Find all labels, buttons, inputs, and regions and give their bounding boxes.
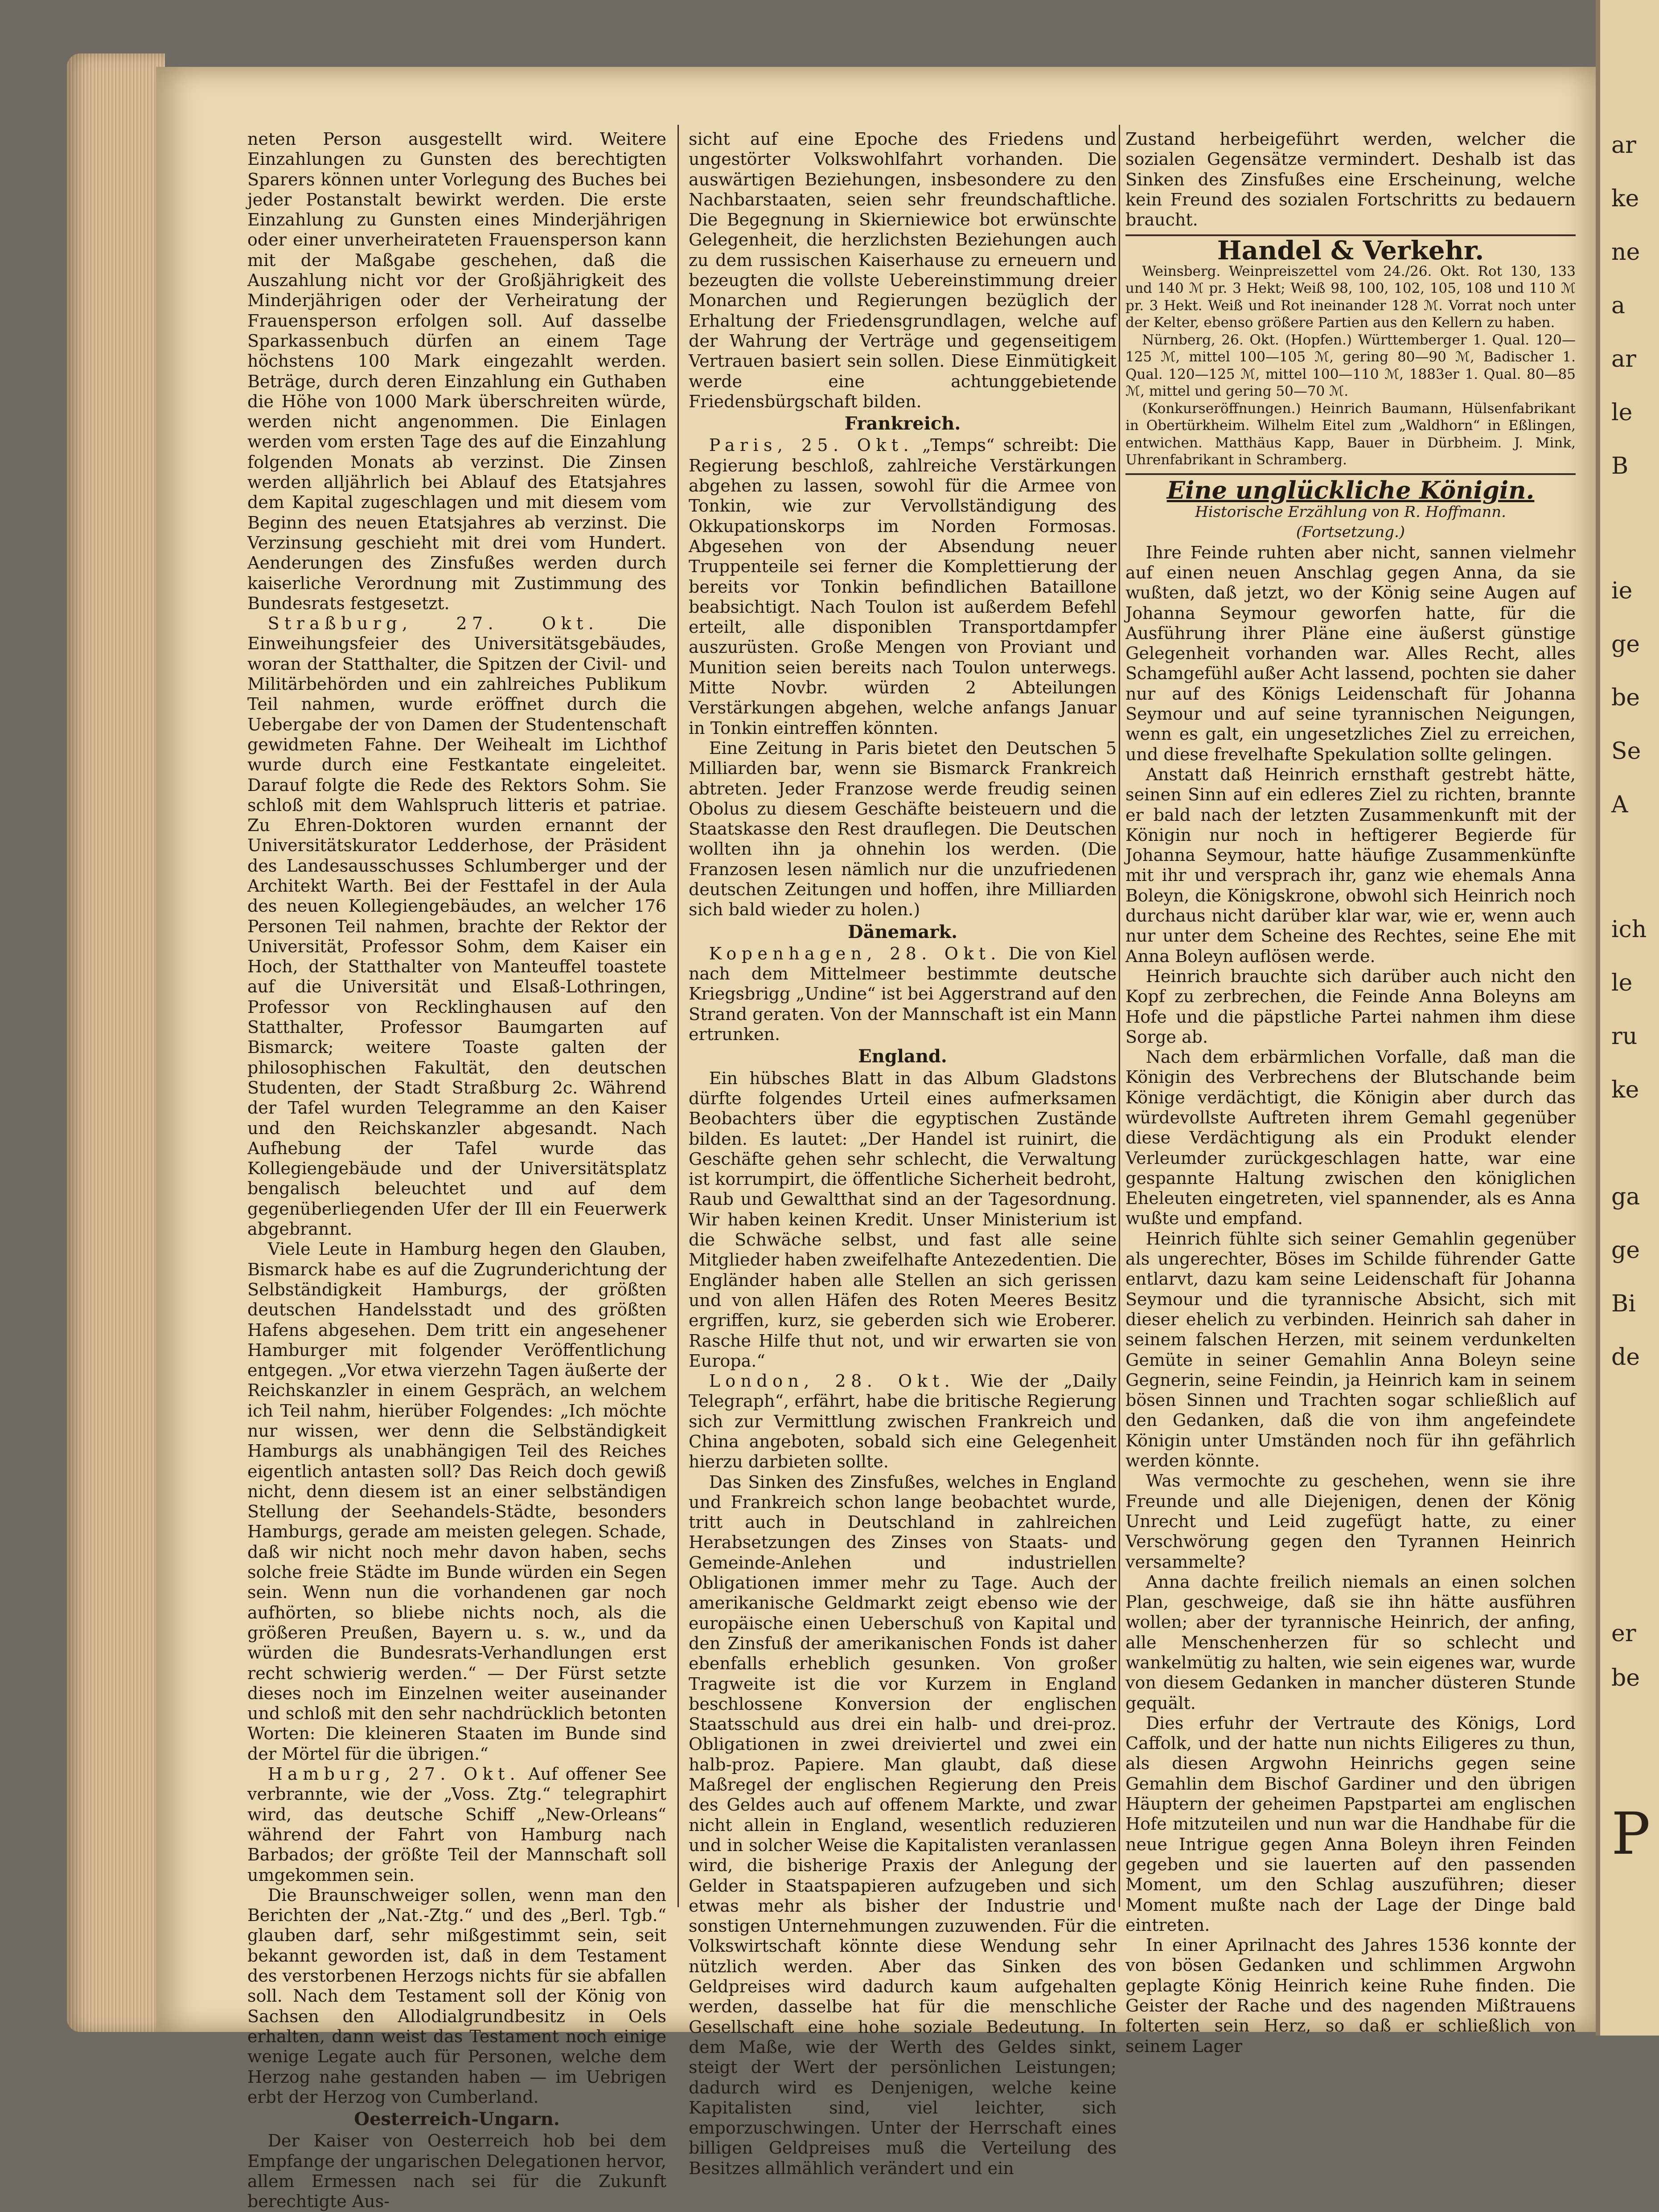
paragraph: Viele Leute in Hamburg hegen den Glauben, Bismarck habe es auf die Zugrunderichtung der Selbständigkeit Hamburgs, der größten deutschen Handelsstadt und des größten Hafens abgesehen. Dem tritt ein angesehener Hamburger mit folgender Veröffentlichung entgegen. „Vor etwa vierzehn Tagen äußerte der Reichskanzler in einem Gespräch, an welchem ich Teil nahm, hierüber Folgendes: „Ich möchte nur wissen, wer denn die Selbständigkeit Hamburgs als unabhängigen Teil des Reiches eigentlich antasten soll? Das Reich doch gewiß nicht, denn diesem ist an einer selbständigen Stellung der Seehandels-Städte, besonders Hamburgs, gerade am meisten gelegen. Schade, daß wir nicht noch mehr davon haben, sechs solche freie Städte im Bunde würden ein Segen sein. Wenn nun die vorhandenen gar noch aufhörten, so bliebe nichts noch, als die größeren Preußen, Bayern u. s. w., und da würden die Bundesrats-Verhandlungen erst recht schwierig werden.“ — Der Fürst setzte dieses noch im Einzelnen weiter auseinander und schloß mit den sehr nachdrücklich betonten Worten: Die kleineren Staaten im Bunde sind der Mörtel für die übrigen.“ xyxy=(247,1239,666,1764)
paragraph: Hamburg, 27. Okt. Auf offener See verbrannte, wie der „Voss. Ztg.“ telegraphirt wird, das deutsche Schiff „New-Orleans“ während der Fahrt von Hamburg nach Barbados; der größte Teil der Mannschaft soll umgekommen sein. xyxy=(247,1764,666,1885)
edge-fragment: ich xyxy=(1611,916,1647,943)
story-title: Eine unglückliche Königin. xyxy=(1166,475,1535,504)
dateline: Kopenhagen, 28. Okt. xyxy=(709,943,1001,963)
market-report: Weinsberg. Weinpreiszettel vom 24./26. Okt. Rot 130, 133 und 140 ℳ pr. 3 Hekt; Weiß 98, 100, 102, 105, 108 und 110 ℳ pr. 3 Hekt. Weiß und Rot ineinander 128 ℳ. Vorrat noch unter der Kelter, ebenso größere Partien aus den Kellern zu haben. xyxy=(1125,263,1576,331)
edge-fragment: er xyxy=(1611,1620,1636,1647)
section-heading-france: Frankreich. xyxy=(844,413,961,434)
edge-fragment: le xyxy=(1611,970,1633,996)
edge-fragment: P xyxy=(1611,1800,1651,1868)
dateline: London, 28. Okt. xyxy=(709,1371,955,1391)
edge-fragment: be xyxy=(1611,684,1640,711)
edge-fragment: ga xyxy=(1611,1184,1640,1210)
paragraph: Dies erfuhr der Vertraute des Königs, Lord Caffolk, und der hatte nun nichts Eiligeres zu thun, als diesen Argwohn Heinrichs gegen seine Gemahlin dem Bischof Gardiner und den übrigen Häuptern der geheimen Papstpartei am englischen Hofe mitzuteilen und nun war die Handhabe für die neue Intrigue gegen Anna Boleyn ihren Feinden gegeben und sie lauerten auf den passenden Moment, um den Schlag auszuführen; dieser Moment mußte nach der Lage der Dinge bald eintreten. xyxy=(1125,1713,1576,1935)
paragraph: Die Braunschweiger sollen, wenn man den Berichten der „Nat.-Ztg.“ und des „Berl. Tgb.“ glauben darf, sehr mißgestimmt sein, seit bekannt geworden ist, daß in dem Testament des verstorbenen Herzogs nichts für sie abfallen soll. Nach dem Testament soll der König von Sachsen den Allodialgrundbesitz in Oels erhalten, dann weist das Testament noch einige wenige Legate auch für Personen, welche dem Herzog nahe gestanden haben — im Uebrigen erbt der Herzog von Cumberland. xyxy=(247,1885,666,2107)
edge-fragment: B xyxy=(1611,453,1629,479)
section-heading-england: England. xyxy=(858,1046,947,1067)
column-3 xyxy=(1125,129,1576,2056)
dateline: Paris, 25. Okt. xyxy=(709,435,914,455)
section-heading-denmark: Dänemark. xyxy=(847,921,958,942)
edge-fragment: ne xyxy=(1611,239,1640,266)
paragraph: Anna dachte freilich niemals an einen solchen Plan, geschweige, daß sie ihn hätte ausführen wollen; aber der tyrannische Heinrich, der anfing, alle Menschenherzen für so schlecht und wankelmütig zu halten, wie sein eigenes war, wurde von diesem Gedanken in mancher düsteren Stunde gequält. xyxy=(1125,1572,1576,1713)
dateline: Straßburg, 27. Okt. xyxy=(267,614,599,634)
paragraph: Paris, 25. Okt. „Temps“ schreibt: Die Regierung beschloß, zahlreiche Verstärkungen abgehen zu lassen, sowohl für die Armee von Tonkin, wie zur Vervollständigung des Okkupationskorps im Norden Formosas. Abgesehen von der Absendung neuer Truppenteile sei ferner die Komplettierung der bereits vor Tonkin befindlichen Bataillone beabsichtigt. Nach Toulon ist außerdem Befehl erteilt, alle disponiblen Transportdampfer auszurüsten. Große Mengen von Proviant und Munition seien bereits nach Toulon unterwegs. Mitte Novbr. würden 2 Abteilungen Verstärkungen abgehen, welche anfangs Januar in Tonkin eintreffen könnten. xyxy=(689,435,1117,738)
edge-fragment: ru xyxy=(1611,1023,1638,1050)
edge-fragment: ke xyxy=(1611,1077,1639,1103)
column-rule xyxy=(1119,125,1120,1907)
paragraph: Ihre Feinde ruhten aber nicht, sannen vielmehr auf einen neuen Anschlag gegen Anna, da sie wußten, daß jetzt, wo der König seine Augen auf Johanna Seymour geworfen hatte, für die Ausführung ihrer Pläne eine äußerst günstige Gelegenheit vorhanden war. Alles Recht, alles Schamgefühl außer Acht lassend, pochten sie daher nur auf des Königs Leidenschaft für Johanna Seymour und auf seine tyrannischen Neigungen, wenn es galt, ein ungesetzliches Ziel zu erreichen, und diese frevelhafte Spekulation sollte gelingen. xyxy=(1125,542,1576,764)
edge-fragment: ie xyxy=(1611,578,1633,604)
paragraph: Straßburg, 27. Okt. Die Einweihungsfeier des Universitätsgebäudes, woran der Statthalter, die Spitzen der Civil- und Militärbehörden und ein zahlreiches Publikum Teil nahmen, wurde eröffnet durch die Uebergabe der von Damen der Studentenschaft gewidmeten Fahne. Der Weihealt im Lichthof wurde durch eine Festkantate eingeleitet. Darauf folgte die Rede des Rektors Sohm. Sie schloß mit dem Wahlspruch litteris et patriae. Zu Ehren-Doktoren wurden ernannt der Universitätskurator Ledderhose, der Präsident des Landesausschusses Schlumberger und der Architekt Warth. Bei der Festtafel in der Aula des neuen Kollegiengebäudes, an welcher 176 Personen Teil nahmen, brachte der Rektor der Universität, Professor Sohm, dem Kaiser ein Hoch, der Statthalter von Manteuffel toastete auf die Universität und Elsaß-Lothringen, Professor von Recklinghausen auf den Statthalter, Professor Baumgarten auf Bismarck; weitere Toaste galten der philosophischen Fakultät, den deutschen Studenten, der Stadt Straßburg 2c. Während der Tafel wurden Telegramme an den Kaiser und den Reichskanzler abgesandt. Nach Aufhebung der Tafel wurde das Kollegiengebäude und der Universitätsplatz bengalisch beleuchtet und auf dem gegenüberliegenden Ufer der Ill ein Feuerwerk abgebrannt. xyxy=(247,614,666,1239)
divider xyxy=(1125,473,1576,475)
edge-fragment: ge xyxy=(1611,1237,1640,1264)
edge-fragment: le xyxy=(1611,399,1633,426)
edge-fragment: Bi xyxy=(1611,1290,1636,1317)
book-page-edges xyxy=(67,53,165,2032)
market-report: Nürnberg, 26. Okt. (Hopfen.) Württemberger 1. Qual. 120—125 ℳ, mittel 100—105 ℳ, gering 80—90 ℳ, Badischer 1. Qual. 120—125 ℳ, mittel 100—110 ℳ, 1883er 1. Qual. 80—85 ℳ, mittel und gering 50—70 ℳ. xyxy=(1125,332,1576,400)
paragraph: Zustand herbeigeführt werden, welcher die sozialen Gegensätze vermindert. Deshalb ist das Sinken des Zinsfußes eine Erscheinung, welche kein Freund des sozialen Fortschritts zu bedauern braucht. xyxy=(1125,129,1576,230)
edge-fragment: ge xyxy=(1611,631,1640,658)
edge-fragment: ke xyxy=(1611,185,1639,212)
paragraph: Ein hübsches Blatt in das Album Gladstons dürfte folgendes Urteil eines aufmerksamen Beobachters über die egyptischen Zustände bilden. Es lautet: „Der Handel ist ruinirt, die Geschäfte gehen sehr schlecht, die Verwaltung ist korrumpirt, die öffentliche Sicherheit bedroht, Raub und Gewaltthat sind an der Tagesordnung. Wir haben keinen Kredit. Unser Ministerium ist die Schwäche selbst, und fast alle seine Mitglieder haben zweifelhafte Antezedentien. Die Engländer haben alle Stellen an sich gerissen und von allen Häfen des Roten Meeres Besitz ergriffen, kurz, sie geberden sich wie Eroberer. Rasche Hilfe thut not, und wir erwarten sie von Europa.“ xyxy=(689,1068,1117,1371)
edge-fragment: ar xyxy=(1611,132,1636,159)
paragraph: Eine Zeitung in Paris bietet den Deutschen 5 Milliarden bar, wenn sie Bismarck Frankreich abtreten. Jeder Franzose werde freudig seinen Obolus zu diesem Geschäfte beisteuern und die Staatskasse den Rest drauflegen. Die Deutschen wollten ihn ja ohnehin los werden. (Die Franzosen lesen nämlich nur die unzufriedenen deutschen Zeitungen und hoffen, ihre Milliarden sich bald wieder zu holen.) xyxy=(689,738,1117,920)
story-continuation: (Fortsetzung.) xyxy=(1296,523,1405,541)
edge-fragment: Se xyxy=(1611,738,1641,765)
edge-fragment: de xyxy=(1611,1344,1640,1371)
edge-fragment: be xyxy=(1611,1665,1640,1692)
paragraph: Was vermochte zu geschehen, wenn sie ihre Freunde und alle Diejenigen, denen der König Unrecht und Leid zugefügt hatte, zu einer Verschwörung gegen den Tyrannen Heinrich versammelte? xyxy=(1125,1471,1576,1572)
market-report: (Konkurseröffnungen.) Heinrich Baumann, Hülsenfabrikant in Obertürkheim. Wilhelm Eitel zum „Waldhorn“ in Eßlingen, entwichen. Matthäus Kapp, Bauer in Dürbheim. J. Mink, Uhrenfabrikant in Schramberg. xyxy=(1125,400,1576,468)
column-2 xyxy=(689,129,1117,2178)
edge-fragment: a xyxy=(1611,292,1626,319)
edge-fragment: A xyxy=(1611,791,1628,818)
paragraph: Nach dem erbärmlichen Vorfalle, daß man die Königin des Verbrechens der Blutschande beim Könige verdächtigt, die Königin aber durch das würdevollste Auftreten ihrem Gemahl gegenüber diese Verdächtigung als ein Produkt elender Verleumder zurückgeschlagen hatte, war eine gespannte Haltung zwischen den königlichen Eheleuten eingetreten, viel spannender, als es Anna wußte und empfand. xyxy=(1125,1047,1576,1229)
adjacent-page-edge xyxy=(1596,0,1659,2036)
paragraph: Der Kaiser von Oesterreich hob bei dem Empfange der ungarischen Delegationen hervor, allem Ermessen nach sei für die Zukunft berechtigte Aus- xyxy=(247,2131,666,2212)
dateline: Hamburg, 27. Okt. xyxy=(267,1764,521,1784)
paragraph: In einer Aprilnacht des Jahres 1536 konnte der von bösen Gedanken und schlimmen Argwohn geplagte König Heinrich keine Ruhe finden. Die Geister der Rache und des nagenden Mißtrauens folterten sein Herz, so daß er schließlich von seinem Lager xyxy=(1125,1935,1576,2056)
column-1 xyxy=(247,129,666,2212)
paragraph: Das Sinken des Zinsfußes, welches in England und Frankreich schon lange beobachtet wurde, tritt auch in Deutschland in zahlreichen Herabsetzungen des Zinses von Staats- und Gemeinde-Anlehen und industriellen Obligationen immer mehr zu Tage. Auch der amerikanische Geldmarkt zeigt ebenso wie der europäische einen Ueberschuß von Kapital und den Zinsfuß der amerikanischen Fonds ist daher ebenfalls erheblich gesunken. Von großer Tragweite ist die vor Kurzem in England beschlossene Konversion der englischen Staatsschuld aus drei ein halb- und drei-proz. Obligationen in zwei dreiviertel und zwei ein halb-proz. Papiere. Man glaubt, daß diese Maßregel der englischen Regierung den Preis des Geldes auch auf offenem Markte, und zwar nicht allein in England, wesentlich reduzieren und in solcher Weise die Kapitalisten veranlassen wird, die bisherige Praxis der Anlegung der Gelder in Staatspapieren aufzugeben und sich etwas mehr als bisher der Industrie und sonstigen Unternehmungen zuzuwenden. Für die Volkswirtschaft könnte diese Wendung sehr nützlich werden. Aber das Sinken des Geldpreises wird dadurch kaum aufgehalten werden, dasselbe hat für die menschliche Gesellschaft eine hohe soziale Bedeutung. In dem Maße, wie der Werth des Geldes sinkt, steigt der Wert der persönlichen Leistungen; dadurch wird es Denjenigen, welche keine Kapitalisten sind, viel leichter, sich emporzuschwingen. Unter der Herrschaft eines billigen Geldpreises muß die Verteilung des Besitzes allmählich verändert und ein xyxy=(689,1472,1117,2178)
paragraph: neten Person ausgestellt wird. Weitere Einzahlungen zu Gunsten des berechtigten Sparers können unter Vorlegung des Buches bei jeder Postanstalt bewirkt werden. Die erste Einzahlung zu Gunsten eines Minderjährigen oder einer unverheirateten Frauensperson kann mit der Maßgabe geschehen, daß die Auszahlung nicht vor der Großjährigkeit des Minderjährigen oder der Verheiratung der Frauensperson erfolgen soll. Auf dasselbe Sparkassenbuch dürfen an einem Tage höchstens 100 Mark eingezahlt werden. Beträge, durch deren Einzahlung ein Guthaben die Höhe von 1000 Mark überschreiten würde, werden nicht angenommen. Die Einlagen werden vom ersten Tage des auf die Einzahlung folgenden Monats ab verzinst. Die Zinsen werden alljährlich bei Ablauf des Etatsjahres dem Kapital zugeschlagen und mit diesem vom Beginn des neuen Etatsjahres ab verzinst. Die Verzinsung geschieht mit drei vom Hundert. Aenderungen des Zinsfußes werden durch kaiserliche Verordnung mit Zustimmung des Bundesrats festgesetzt. xyxy=(247,129,666,613)
paragraph: Heinrich fühlte sich seiner Gemahlin gegenüber als ungerechter, Böses im Schilde führender Gatte entlarvt, dazu kam seine Leidenschaft für Johanna Seymour und die tyrannische Absicht, sich mit dieser ehelich zu verbinden. Heinrich sah daher in seinem falschen Herzen, mit seinem verdunkelten Gemüte in seiner Gemahlin Anna Boleyn seine Gegnerin, seine Feindin, ja Heinrich kam in seinem bösen Sinnen und Trachten sogar schließlich auf den Gedanken, daß die von ihm angefeindete Königin unter Umständen noch für ihn gefährlich werden könnte. xyxy=(1125,1229,1576,1471)
edge-fragment: ar xyxy=(1611,346,1636,373)
paragraph: Heinrich brauchte sich darüber auch nicht den Kopf zu zerbrechen, die Feinde Anna Boleyns am Hofe und die päpstliche Partei nahmen ihm diese Sorge ab. xyxy=(1125,966,1576,1047)
column-rule xyxy=(678,125,679,1907)
paragraph: Anstatt daß Heinrich ernsthaft gestrebt hätte, seinen Sinn auf ein edleres Ziel zu richten, brannte er bald nach der letzten Zusammenkunft mit der Königin nur noch in heftigerer Begierde für Johanna Seymour, hatte häufige Zusammenkünfte mit ihr und versprach ihr, ganz wie ehemals Anna Boleyn, die Königskrone, obwohl sich Heinrich noch durchaus nicht darüber klar war, wie er, wenn auch nur unter dem Scheine des Rechtes, seine Ehe mit Anna Boleyn auflösen werde. xyxy=(1125,764,1576,966)
story-subtitle: Historische Erzählung von R. Hoffmann. xyxy=(1195,503,1506,521)
paragraph: London, 28. Okt. Wie der „Daily Telegraph“, erfährt, habe die britische Regierung sich zur Vermittlung zwischen Frankreich und China angeboten, sobald sich eine Gelegenheit hierzu darbieten sollte. xyxy=(689,1371,1117,1472)
paragraph: Kopenhagen, 28. Okt. Die von Kiel nach dem Mittelmeer bestimmte deutsche Kriegsbrigg „Undine“ ist bei Aggerstrand auf den Strand geraten. Von der Mannschaft ist ein Mann ertrunken. xyxy=(689,943,1117,1045)
section-heading-austria: Oesterreich-Ungarn. xyxy=(354,2109,560,2130)
section-heading-trade: Handel & Verkehr. xyxy=(1217,235,1484,266)
paragraph: sicht auf eine Epoche des Friedens und ungestörter Volkswohlfahrt vorhanden. Die auswärtigen Beziehungen, insbesondere zu den Nachbarstaaten, seien sehr freundschaftliche. Die Begegnung in Skierniewice bot erwünschte Gelegenheit, die herzlichsten Beziehungen auch zu dem russischen Kaiserhause zu erneuern und bezeugten die vollste Uebereinstimmung dreier Monarchen und Regierungen bezüglich der Erhaltung der Friedensgrundlagen, welche auf der Wahrung der Verträge und gegenseitigem Vertrauen basiert sein sollen. Diese Einmütigkeit werde eine achtunggebietende Friedensbürgschaft bilden. xyxy=(689,129,1117,411)
